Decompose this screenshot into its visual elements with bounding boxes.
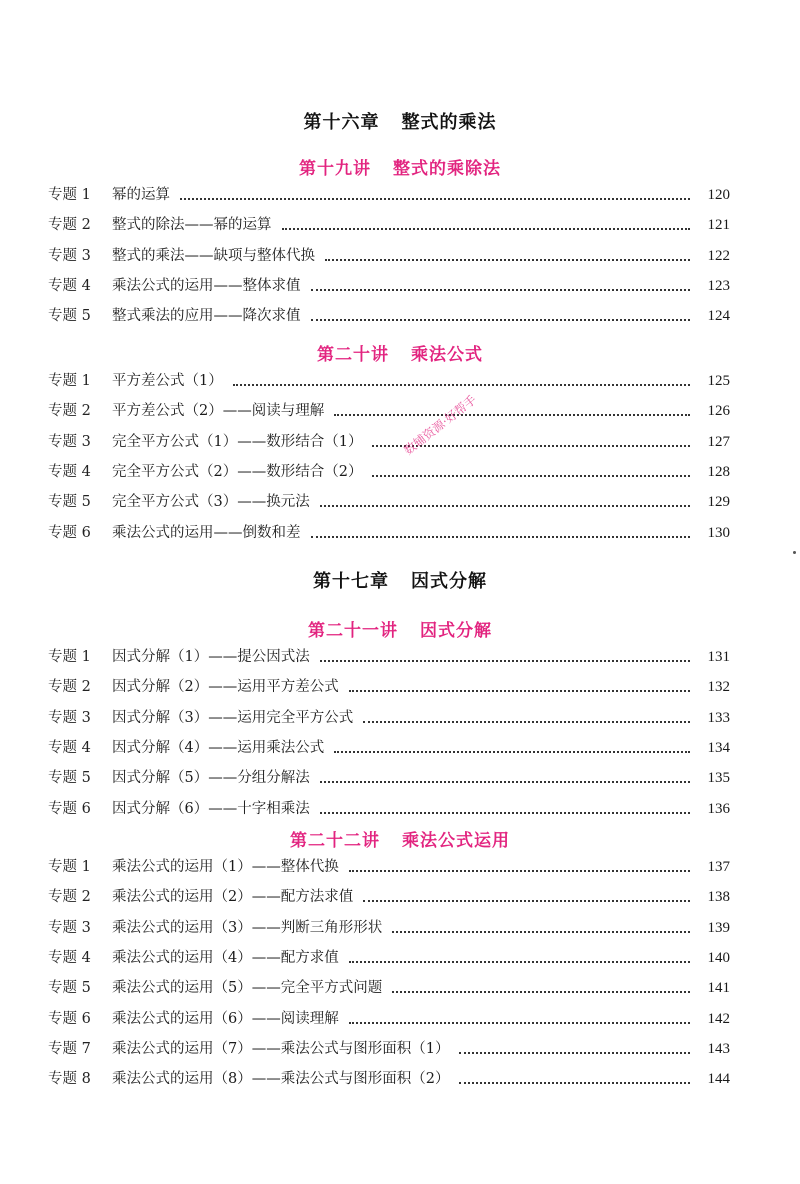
- dot-leader: [349, 690, 690, 692]
- topic-title: 完全平方公式（1）——数形结合（1）: [112, 433, 363, 450]
- lecture-number: 第二十二讲: [290, 831, 380, 851]
- lecture-title: 整式的乘除法: [393, 159, 501, 179]
- dot-leader: [334, 751, 690, 753]
- page-number: 125: [707, 373, 730, 389]
- topic-label: 专题 3: [48, 709, 91, 726]
- page-number: 122: [707, 247, 730, 264]
- dot-leader: [325, 259, 690, 261]
- dot-leader: [320, 812, 690, 814]
- page-number: 142: [707, 1010, 730, 1027]
- scan-speck: [793, 551, 796, 554]
- topic-title: 完全平方公式（3）——换元法: [112, 494, 310, 511]
- topic-title: 整式的乘法——缺项与整体代换: [112, 247, 315, 264]
- toc-entry[interactable]: [48, 275, 730, 297]
- toc-entry[interactable]: [48, 707, 730, 729]
- topic-title: 乘法公式的运用（5）——完全平方式问题: [112, 980, 383, 997]
- toc-entry[interactable]: [48, 917, 730, 939]
- topic-label: 专题 6: [48, 800, 91, 817]
- topic-title: 乘法公式的运用（7）——乘法公式与图形面积（1）: [112, 1040, 450, 1057]
- topic-label: 专题 1: [48, 649, 91, 665]
- toc-entry[interactable]: [48, 1068, 730, 1090]
- lecture-number: 第二十讲: [317, 345, 389, 365]
- topic-label: 专题 1: [48, 187, 91, 203]
- page-number: 123: [707, 277, 730, 294]
- toc-entry[interactable]: [48, 245, 730, 267]
- lecture-title: 因式分解: [420, 621, 492, 641]
- topic-label: 专题 6: [48, 1010, 91, 1027]
- topic-title: 因式分解（6）——十字相乘法: [112, 800, 310, 817]
- topic-title: 平方差公式（2）——阅读与理解: [112, 403, 325, 420]
- lecture-number: 第二十一讲: [308, 621, 398, 641]
- topic-title: 整式的除法——幂的运算: [112, 217, 272, 234]
- page-number: 138: [707, 889, 730, 906]
- watermark: 数辅资源·好帮手: [401, 392, 480, 458]
- topic-title: 乘法公式的运用（8）——乘法公式与图形面积（2）: [112, 1071, 450, 1088]
- toc-entry[interactable]: [48, 1008, 730, 1030]
- dot-leader: [349, 1022, 690, 1024]
- lecture-number: 第十九讲: [299, 159, 371, 179]
- toc-entry[interactable]: [48, 798, 730, 820]
- toc-entry[interactable]: [48, 947, 730, 969]
- topic-title: 因式分解（1）——提公因式法: [112, 649, 310, 665]
- topic-label: 专题 4: [48, 739, 91, 756]
- chapter-number: 第十七章: [313, 571, 389, 592]
- dot-leader: [349, 870, 690, 872]
- toc-entry[interactable]: [48, 1038, 730, 1060]
- page-number: 130: [707, 524, 730, 541]
- dot-leader: [311, 536, 691, 538]
- page-number: 141: [707, 980, 730, 997]
- toc-entry[interactable]: [48, 522, 730, 544]
- topic-label: 专题 2: [48, 217, 91, 234]
- chapter-heading: [0, 108, 800, 134]
- dot-leader: [459, 1052, 690, 1054]
- dot-leader: [459, 1082, 690, 1084]
- page-number: 128: [707, 463, 730, 480]
- topic-label: 专题 3: [48, 919, 91, 936]
- dot-leader: [363, 721, 690, 723]
- toc-entry[interactable]: [48, 646, 730, 668]
- topic-label: 专题 4: [48, 463, 91, 480]
- dot-leader: [320, 781, 690, 783]
- topic-title: 乘法公式的运用（3）——判断三角形形状: [112, 919, 383, 936]
- dot-leader: [233, 384, 690, 386]
- dot-leader: [392, 931, 690, 933]
- lecture-title: 乘法公式运用: [402, 831, 510, 851]
- topic-label: 专题 7: [48, 1040, 91, 1057]
- topic-title: 整式乘法的应用——降次求值: [112, 308, 301, 325]
- toc-entry[interactable]: [48, 370, 730, 392]
- topic-title: 完全平方公式（2）——数形结合（2）: [112, 463, 363, 480]
- chapter-heading: [0, 567, 800, 593]
- topic-title: 乘法公式的运用（1）——整体代换: [112, 859, 339, 875]
- page-number: 124: [707, 308, 730, 325]
- page-number: 135: [707, 770, 730, 787]
- page-number: 120: [707, 187, 730, 203]
- dot-leader: [320, 505, 690, 507]
- topic-label: 专题 6: [48, 524, 91, 541]
- dot-leader: [311, 289, 691, 291]
- topic-title: 幂的运算: [112, 187, 170, 203]
- dot-leader: [349, 961, 690, 963]
- dot-leader: [363, 900, 690, 902]
- lecture-heading: [0, 154, 800, 179]
- toc-entry[interactable]: [48, 676, 730, 698]
- topic-label: 专题 2: [48, 403, 91, 420]
- toc-entry[interactable]: [48, 886, 730, 908]
- dot-leader: [334, 414, 690, 416]
- page-number: 132: [707, 679, 730, 696]
- topic-title: 因式分解（5）——分组分解法: [112, 770, 310, 787]
- toc-entry[interactable]: [48, 184, 730, 206]
- topic-label: 专题 3: [48, 247, 91, 264]
- toc-entry[interactable]: [48, 305, 730, 327]
- lecture-heading: [0, 826, 800, 851]
- dot-leader: [392, 991, 690, 993]
- page-number: 143: [707, 1040, 730, 1057]
- topic-title: 乘法公式的运用（2）——配方法求值: [112, 889, 354, 906]
- page-number: 133: [707, 709, 730, 726]
- page-number: 127: [707, 433, 730, 450]
- chapter-number: 第十六章: [303, 112, 380, 133]
- dot-leader: [320, 660, 690, 662]
- page-number: 126: [707, 403, 730, 420]
- dot-leader: [282, 228, 691, 230]
- lecture-heading: [0, 340, 800, 365]
- page-number: 144: [707, 1071, 730, 1088]
- toc-entry[interactable]: [48, 400, 730, 422]
- topic-title: 因式分解（3）——运用完全平方公式: [112, 709, 354, 726]
- page-number: 136: [707, 800, 730, 817]
- topic-label: 专题 4: [48, 949, 91, 966]
- topic-title: 平方差公式（1）: [112, 373, 223, 389]
- topic-title: 因式分解（2）——运用平方差公式: [112, 679, 339, 696]
- topic-title: 乘法公式的运用——整体求值: [112, 277, 301, 294]
- lecture-heading: [0, 616, 800, 641]
- topic-label: 专题 5: [48, 980, 91, 997]
- topic-label: 专题 3: [48, 433, 91, 450]
- dot-leader: [372, 475, 690, 477]
- topic-title: 乘法公式的运用——倒数和差: [112, 524, 301, 541]
- toc-entry[interactable]: [48, 767, 730, 789]
- page-number: 131: [707, 649, 730, 665]
- page-number: 140: [707, 949, 730, 966]
- topic-label: 专题 5: [48, 308, 91, 325]
- chapter-title: 因式分解: [411, 571, 487, 592]
- topic-label: 专题 1: [48, 373, 91, 389]
- dot-leader: [311, 319, 691, 321]
- topic-label: 专题 8: [48, 1071, 91, 1088]
- toc-entry[interactable]: [48, 491, 730, 513]
- topic-title: 因式分解（4）——运用乘法公式: [112, 739, 325, 756]
- page-number: 134: [707, 739, 730, 756]
- topic-label: 专题 1: [48, 859, 91, 875]
- topic-title: 乘法公式的运用（4）——配方求值: [112, 949, 339, 966]
- topic-label: 专题 2: [48, 889, 91, 906]
- topic-label: 专题 5: [48, 494, 91, 511]
- toc-entry[interactable]: [48, 977, 730, 999]
- dot-leader: [180, 198, 690, 200]
- page-number: 139: [707, 919, 730, 936]
- topic-title: 乘法公式的运用（6）——阅读理解: [112, 1010, 339, 1027]
- lecture-title: 乘法公式: [411, 345, 483, 365]
- topic-label: 专题 2: [48, 679, 91, 696]
- chapter-title: 整式的乘法: [401, 112, 497, 133]
- topic-label: 专题 4: [48, 277, 91, 294]
- toc-entry[interactable]: [48, 856, 730, 878]
- toc-entry[interactable]: [48, 214, 730, 236]
- page-number: 129: [707, 494, 730, 511]
- page-number: 137: [707, 859, 730, 875]
- page-number: 121: [707, 217, 730, 234]
- toc-entry[interactable]: [48, 431, 730, 453]
- topic-label: 专题 5: [48, 770, 91, 787]
- toc-entry[interactable]: [48, 461, 730, 483]
- toc-entry[interactable]: [48, 737, 730, 759]
